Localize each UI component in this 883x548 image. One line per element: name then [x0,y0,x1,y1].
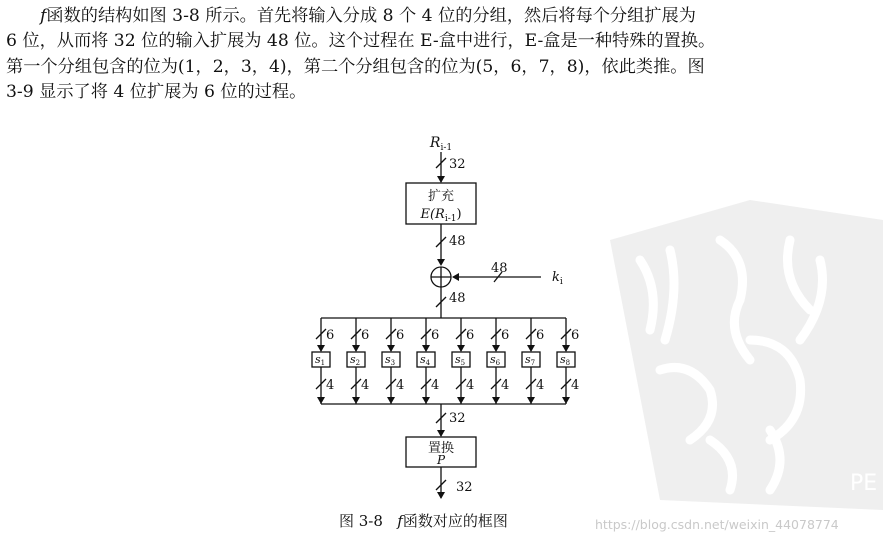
sbox-output-arrowhead [492,397,500,404]
output-arrowhead [437,492,445,499]
sbox-input-bits-label: 6 [326,328,335,343]
caption-function-symbol: f [397,512,403,530]
paragraph-line-2: 6 位，从而将 32 位的输入扩展为 48 位。这个过程在 E-盒中进行，E-盒是一种特殊的置换。 [6,31,716,52]
sbox-input-arrowhead [352,345,360,352]
sbox-output-arrowhead [387,397,395,404]
sbox-output-bits-label: 4 [326,378,335,393]
key-arrowhead [452,273,459,281]
sbox-label: s1 [314,353,326,367]
sbox-input-bits-label: 6 [361,328,370,343]
sbox-output-bits-label: 4 [571,378,580,393]
permutation-label: P [436,453,446,467]
expanded-arrowhead [437,259,445,266]
permutation-box-title: 置换 [427,441,455,456]
sbox-output-arrowhead [562,397,570,404]
sbox-input-arrowhead [457,345,465,352]
expansion-box-title: 扩充 [427,189,455,204]
input-label: $R_{i-1}$ [429,135,453,153]
sbox-output-bits-label: 4 [501,378,510,393]
svg-text:PE: PE [850,471,878,496]
key-bits-label: 48 [491,261,508,276]
xor-output-bits-label: 48 [449,291,466,306]
input-arrowhead [437,176,445,183]
csdn-watermark-url: https://blog.csdn.net/weixin_44078774 [595,517,839,532]
sbox-output-bits-label: 4 [396,378,405,393]
round-key-label: $k_i$ [552,270,563,287]
sbox-input-bits-label: 6 [431,328,440,343]
paragraph-line-3: 第一个分组包含的位为(1，2，3，4)，第二个分组包含的位为(5，6，7，8)，依此类推。图 [6,56,705,77]
sbox-input-arrowhead [422,345,430,352]
sbox-label: s5 [454,353,466,367]
merged-arrowhead [437,430,445,437]
sbox-output-arrowhead [317,397,325,404]
sbox-output-bits-label: 4 [431,378,440,393]
sbox-input-bits-label: 6 [396,328,405,343]
sbox-label: s4 [419,353,431,367]
expanded-bits-label: 48 [449,234,466,249]
output-bits-label: 32 [456,480,473,495]
figure-caption [339,510,508,531]
sbox-input-bits-label: 6 [466,328,475,343]
caption-prefix: 图 3-8 [339,512,383,530]
sbox-output-arrowhead [422,397,430,404]
sbox-output-arrowhead [352,397,360,404]
paragraph-line-4: 3-9 显示了将 4 位扩展为 6 位的过程。 [6,82,307,103]
sbox-input-arrowhead [317,345,325,352]
sbox-input-bits-label: 6 [571,328,580,343]
paragraph-line-1-text: 函数的结构如图 3-8 所示。首先将输入分成 8 个 4 位的分组，然后将每个分组扩展为 [46,6,696,26]
sbox-output-bits-label: 4 [536,378,545,393]
sbox-label: s7 [524,353,536,367]
function-symbol: f [40,6,47,26]
sbox-input-arrowhead [562,345,570,352]
input-bits-label: 32 [449,157,466,172]
sbox-output-arrowhead [457,397,465,404]
sbox-label: s8 [559,353,571,367]
sbox-input-bits-label: 6 [501,328,510,343]
sbox-input-bits-label: 6 [536,328,545,343]
sbox-output-bits-label: 4 [466,378,475,393]
sbox-label: s6 [489,353,501,367]
merged-bits-label: 32 [449,411,466,426]
sbox-label: s3 [384,353,396,367]
sbox-output-arrowhead [527,397,535,404]
sbox-label: s2 [349,353,361,367]
sbox-output-bits-label: 4 [361,378,370,393]
expansion-formula: $E(R_{i-1})$ [420,207,462,224]
caption-text: 函数对应的框图 [402,512,508,530]
sbox-input-arrowhead [387,345,395,352]
sbox-input-arrowhead [527,345,535,352]
sbox-input-arrowhead [492,345,500,352]
